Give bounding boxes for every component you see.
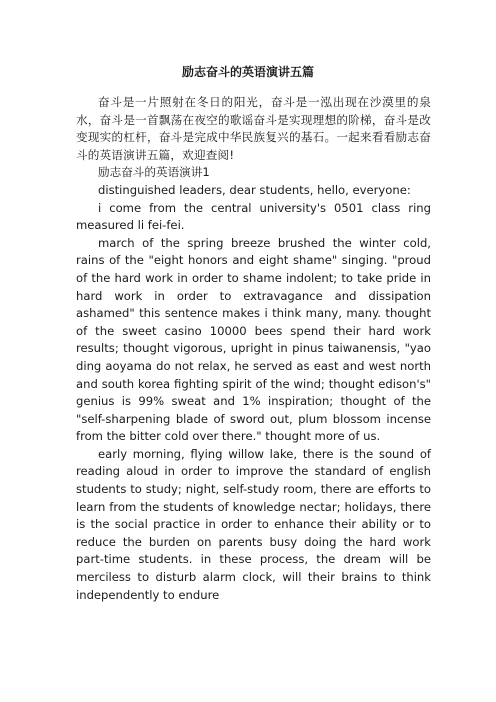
body-paragraph: march of the spring breeze brushed the winter cold, rains of the "eight honors and eight shame" singing. "proud of the hard work in order to shame indolent; to take pride in hard work in order to extravagance and dissipation ashamed" this sentence makes i think many, many. thought of the sweet casino 10000 bees spend their hard work results; thought vigorous, upright in pinus taiwanensis, "yao ding aoyama do not relax, he served as east and west north and south korea fighting spirit of the wind; thought edison's" genius is 99% sweat and 1% inspiration; thought of the "self-sharpening blade of sword out, plum blossom incense from the bitter cold over there." thought more of us. xyxy=(76,235,431,444)
intro-paragraph: 奋斗是一片照射在冬日的阳光，奋斗是一泓出现在沙漠里的泉水，奋斗是一首飘荡在夜空的歌谣奋斗是实现理想的阶梯，奋斗是改变现实的杠杆，奋斗是完成中华民族复兴的基石。一起来看看励志奋斗的英语演讲五篇，欢迎查阅! xyxy=(76,95,431,162)
greeting-paragraph: distinguished leaders, dear students, hello, everyone: xyxy=(98,182,411,197)
document-body xyxy=(76,94,431,604)
document-title: 励志奋斗的英语演讲五篇 xyxy=(181,65,314,79)
body-paragraph: early morning, flying willow lake, there is the sound of reading aloud in order to improve the standard of english students to study; night, self-study room, there are efforts to learn from the students of knowledge nectar; holidays, there is the social practice in order to enhance their ability or to reduce the burden on parents busy doing the hard work part-time students. in these process, the dream will be merciless to disturb alarm clock, will their brains to think independently to endure xyxy=(76,446,431,602)
section-heading: 励志奋斗的英语演讲1 xyxy=(98,165,210,180)
speaker-intro-paragraph: i come from the central university's 0501 class ring measured li fei-fei. xyxy=(76,200,431,233)
